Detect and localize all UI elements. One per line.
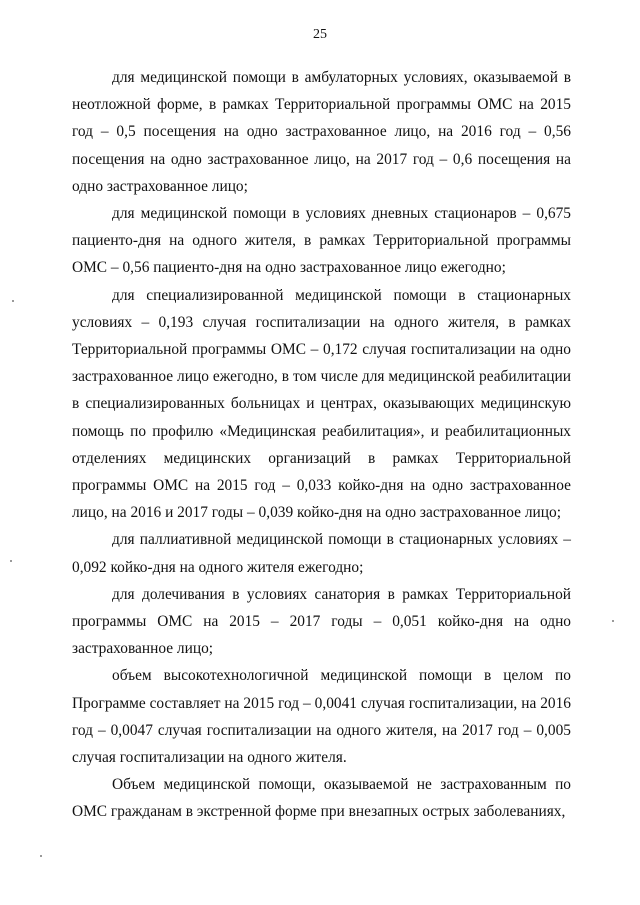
- paragraph-palliative-care: для паллиативной медицинской помощи в стационарных условиях – 0,092 койко-дня на одного жителя ежегодно;: [72, 531, 571, 576]
- paragraph-day-hospital: для медицинской помощи в условиях дневных стационаров – 0,675 пациенто-дня на одного жителя, в рамках Территориальной программы ОМС – 0,56 пациенто-дня на одно застрахованное лицо ежегодно;: [72, 205, 571, 277]
- scan-speck: [12, 300, 14, 302]
- scan-speck: [40, 855, 42, 857]
- paragraph-high-tech-care: объем высокотехнологичной медицинской помощи в целом по Программе составляет на 2015 год – 0,0041 случая госпитализации, на 2016 год – 0,0047 случая госпитализации на одного жителя, на 2017 год – 0,005 случая госпитализации на одного жителя.: [72, 667, 571, 767]
- body-text: [72, 64, 571, 826]
- paragraph-sanatorium-aftercare: для долечивания в условиях санатория в рамках Территориальной программы ОМС на 2015 – 2017 годы – 0,051 койко-дня на одно застрахованное лицо;: [72, 585, 571, 658]
- paragraph-uninsured-emergency: Объем медицинской помощи, оказываемой не застрахованным по ОМС гражданам в экстренной форме при внезапных острых заболеваниях,: [72, 776, 571, 821]
- paragraph-ambulatory-emergency: для медицинской помощи в амбулаторных условиях, оказываемой в неотложной форме, в рамках Территориальной программы ОМС на 2015 год – 0,5 посещения на одно застрахованное лицо, на 2016 год – 0,56 посещения на одно застрахованное лицо, на 2017 год – 0,6 посещения на одно застрахованное лицо;: [72, 69, 571, 195]
- page-number: 25: [313, 27, 327, 42]
- scan-speck: [612, 620, 614, 622]
- paragraph-specialized-inpatient: для специализированной медицинской помощи в стационарных условиях – 0,193 случая госпитализации на одного жителя, в рамках Территориальной программы ОМС – 0,172 случая госпитализации на одно застрахованное лицо ежегодно, в том числе для медицинской реабилитации в специализированных больницах и центрах, оказывающих медицинскую помощь по профилю «Медицинская реабилитация», и реабилитационных отделениях медицинских организаций в рамках Территориальной программы ОМС на 2015 год – 0,033 койко-дня на одно застрахованное лицо, на 2016 и 2017 годы – 0,039 койко-дня на одно застрахованное лицо;: [72, 286, 571, 522]
- scan-speck: [10, 560, 12, 562]
